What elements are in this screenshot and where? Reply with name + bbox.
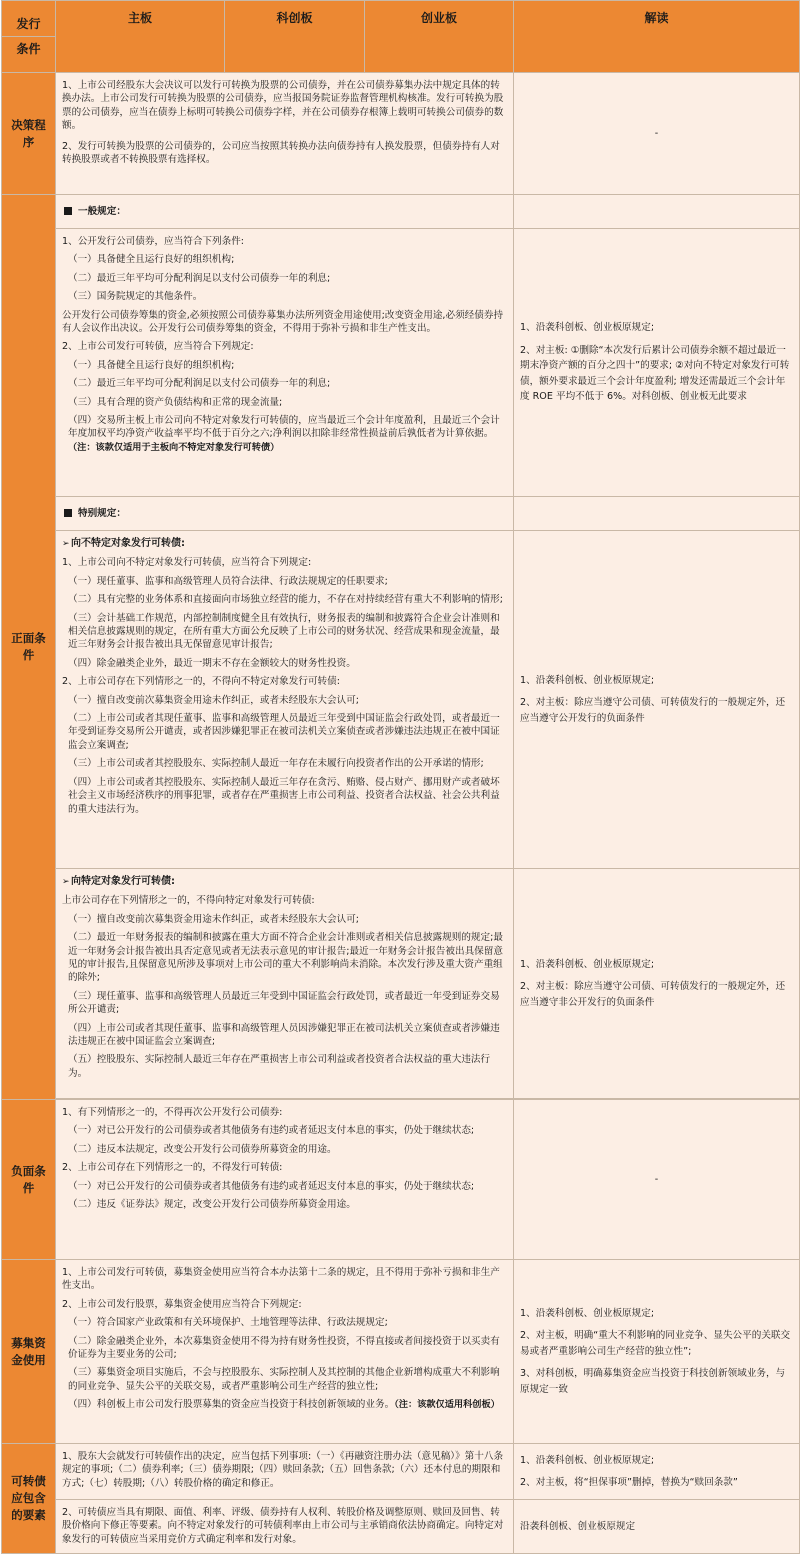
negative-item: 1、有下列情形之一的，不得再次公开发行公司债券: (62, 1107, 283, 1118)
funds-interp-item: 2、对主板，明确“重大不利影响的同业竞争、显失公平的关联交易或者严重影响公司生产经营的独立性”; (520, 1330, 791, 1357)
funds-last-text: （四）科创板上市公司发行股票募集的资金应当投资于科技创新领域的业务。 (68, 1399, 395, 1411)
category-decision: 决策程序 (2, 73, 56, 195)
general-item: 公开发行公司债券筹集的资金,必须按照公司债券募集办法所列资金用途使用;改变资金用途,必须经债券持有人会议作出决议。公开发行公司债券筹集的资金，不得用于弥补亏损和非生产性支出。 (62, 309, 504, 335)
unspecified-item: 1、上市公司向不特定对象发行可转债，应当符合下列规定: (62, 557, 312, 569)
unspecified-item: （四）上市公司或者其控股股东、实际控制人最近三年存在贪污、贿赂、侵占财产、挪用财产或者破坏社会主义市场经济秩序的刑事犯罪，或者存在严重损害上市公司利益、投资者合法权益、社会公共利益的重大违法行为。 (68, 776, 500, 815)
specified-item: （一）擅自改变前次募集资金用途未作纠正，或者未经股东大会认可; (68, 913, 360, 925)
unspecified-item: （三）上市公司或者其控股股东、实际控制人最近一年存在未履行向投资者作出的公开承诺的情形; (68, 758, 484, 770)
unspecified-interp-item: 1、沿袭科创板、创业板原规定; (520, 674, 655, 686)
header-condition-top: 发行 (16, 17, 41, 31)
decision-text (56, 73, 514, 195)
unspecified-item: （三）会计基础工作规范，内部控制制度健全且有效执行，财务报表的编制和披露符合企业会计准则和相关信息披露规则的规定，在所有重大方面公允反映了上市公司的财务状况、经营成果和现金流量，最近三年财务会计报告被出具无保留意见审计报告; (68, 612, 500, 651)
header-condition-bottom: 条件 (16, 42, 41, 56)
comparison-table (1, 0, 800, 1554)
funds-item: 1、上市公司发行可转债，募集资金使用应当符合本办法第十二条的规定，且不得用于弥补亏损和非生产性支出。 (62, 1267, 500, 1292)
unspecified-item: （一）现任董事、监事和高级管理人员符合法律、行政法规规定的任职要求; (68, 575, 388, 587)
arrow-bullet-icon: ➢ (62, 539, 70, 549)
funds-interp-item: 3、对科创板，明确募集资金应当投资于科技创新领域业务，与原规定一致 (520, 1368, 786, 1395)
general-title (56, 195, 514, 229)
category-negative: 负面条件 (2, 1100, 56, 1260)
row-specified (2, 869, 800, 1099)
row-unspecified (2, 531, 800, 869)
square-bullet-icon (64, 509, 72, 517)
row-convertible-2 (2, 1500, 800, 1554)
negative-item: （一）对已公开发行的公司债券或者其他债务有违约或者延迟支付本息的事实，仍处于继续状态; (68, 1180, 475, 1192)
specified-item: 上市公司存在下列情形之一的，不得向特定对象发行可转债: (62, 895, 315, 907)
convertible-p2-interp: 沿袭科创板、创业板原规定 (514, 1500, 800, 1554)
general-title-label: 一般规定： (78, 205, 126, 217)
negative-item: （一）对已公开发行的公司债券或者其他债务有违约或者延迟支付本息的事实，仍处于继续状态; (68, 1125, 475, 1137)
arrow-bullet-icon: ➢ (62, 877, 70, 887)
special-title (56, 497, 514, 531)
specified-text (56, 869, 514, 1099)
decision-interp: - (514, 73, 800, 195)
general-item: （三）具有合理的资产负债结构和正常的现金流量; (68, 396, 283, 408)
row-negative (2, 1100, 800, 1260)
row-special-title (2, 497, 800, 531)
unspecified-item: （一）擅自改变前次募集资金用途未作纠正，或者未经股东大会认可; (68, 694, 360, 706)
general-item: （二）最近三年平均可分配利润足以支付公司债券一年的利息; (68, 378, 331, 390)
header-condition (2, 1, 56, 73)
general-interp-item: 1、沿袭科创板、创业板原规定; (520, 322, 655, 334)
general-item: 2、上市公司发行可转债，应当符合下列规定: (62, 341, 254, 353)
negative-interp: - (514, 1100, 800, 1260)
specified-interp-item: 2、对主板：除应当遵守公司债、可转债发行的一般规定外，还应当遵守非公开发行的负面条件 (520, 981, 786, 1008)
general-text (56, 229, 514, 497)
specified-item: （四）上市公司或者其现任董事、监事和高级管理人员因涉嫌犯罪正在被司法机关立案侦查或者涉嫌违法违规正在被中国证监会立案调查; (68, 1022, 500, 1048)
specified-title-label: 向特定对象发行可转债: (71, 876, 175, 887)
unspecified-item: （二）具有完整的业务体系和直接面向市场独立经营的能力，不存在对持续经营有重大不利影响的情形; (68, 594, 503, 606)
row-funds (2, 1260, 800, 1444)
general-interp (514, 229, 800, 497)
funds-item: （三）募集资金项目实施后，不会与控股股东、实际控制人及其控制的其他企业新增构成重大不利影响的同业竞争、显失公平的关联交易，或者严重影响公司生产经营的独立性; (68, 1367, 500, 1392)
general-item-last (62, 414, 507, 454)
square-bullet-icon (64, 207, 72, 215)
row-convertible-1 (2, 1444, 800, 1500)
funds-item-last (62, 1398, 507, 1411)
unspecified-item: 2、上市公司存在下列情形之一的，不得向不特定对象发行可转债: (62, 676, 340, 688)
special-title-interp (514, 497, 800, 531)
general-interp-item: 2、对主板: ①删除“本次发行后累计公司债券余额不超过最近一期末净资产额的百分之四十”的要求; ②对向不特定对象发行可转债，额外要求最近三个会计年度盈利; 增发还需最近三个会计年度 ROE 平均不低于 6%。对科创板、创业板无此要求 (520, 344, 790, 403)
unspecified-interp-item: 2、对主板：除应当遵守公司债、可转债发行的一般规定外，还应当遵守公开发行的负面条件 (520, 697, 786, 724)
unspecified-title-label: 向不特定对象发行可转债: (71, 538, 185, 549)
general-item: （一）具备健全且运行良好的组织机构; (68, 359, 235, 371)
negative-item: 2、上市公司存在下列情形之一的，不得发行可转债: (62, 1162, 283, 1174)
general-item: （二）最近三年平均可分配利润足以支付公司债券一年的利息; (68, 272, 331, 284)
category-convertible: 可转债应包含的要素 (2, 1444, 56, 1554)
negative-item: （二）违反本法规定，改变公开发行公司债券所募资金的用途。 (68, 1143, 337, 1155)
category-funds: 募集资金使用 (2, 1260, 56, 1444)
general-item: 1、公开发行公司债券，应当符合下列条件: (62, 236, 245, 247)
funds-item: 2、上市公司发行股票，募集资金使用应当符合下列规定: (62, 1298, 302, 1310)
convertible-p2: 2、可转债应当具有期限、面值、利率、评级、债券持有人权利、转股价格及调整原则、赎回及回售、转股价格向下修正等要素。向不特定对象发行的可转债利率由上市公司与主承销商依法协商确定。向特定对象发行的可转债应当采用竞价方式确定利率和发行对象。 (56, 1500, 514, 1554)
unspecified-item: （四）除金融类企业外，最近一期末不存在金额较大的财务性投资。 (68, 657, 356, 669)
funds-text (56, 1260, 514, 1444)
specified-interp-item: 1、沿袭科创板、创业板原规定; (520, 958, 655, 970)
funds-interp-item: 1、沿袭科创板、创业板原规定; (520, 1307, 655, 1319)
negative-text (56, 1100, 514, 1260)
funds-item: （二）除金融类企业外，本次募集资金使用不得为持有财务性投资，不得直接或者间接投资于以买卖有价证券为主要业务的公司; (68, 1335, 500, 1361)
specified-item: （二）最近一年财务报表的编制和披露在重大方面不符合企业会计准则或者相关信息披露规则的规定;最近一年财务会计报告被出具否定意见或者无法表示意见的审计报告;最近一年财务会计报告被出具保留意见的审计报告,且保留意见所涉及事项对上市公司的重大不利影响尚未消除。本次发行涉及重大资产重组的除外; (68, 932, 503, 984)
general-last-text: （四）交易所主板上市公司向不特定对象发行可转债的，应当最近三个会计年度盈利，且最近三个会计年度加权平均净资产收益率平均不低于百分之六;净利润以扣除非经常性损益前后孰低者为计算依据。 (68, 415, 500, 440)
convertible-interp-item: 1、沿袭科创板、创业板原规定; (520, 1454, 655, 1466)
header-row (2, 1, 800, 73)
header-interpretation: 解读 (514, 1, 800, 73)
general-last-note: （注：该款仅适用于主板向不特定对象发行可转债） (68, 441, 280, 453)
header-main-board: 主板 (56, 1, 225, 73)
row-decision (2, 73, 800, 195)
general-item: （三）国务院规定的其他条件。 (68, 291, 203, 303)
decision-p2: 2、发行可转换为股票的公司债券的，公司应当按照其转换办法向债券持有人换发股票，但债券持有人对转换股票或者不转换股票有选择权。 (62, 140, 500, 166)
unspecified-item: （二）上市公司或者其现任董事、监事和高级管理人员最近三年受到中国证监会行政处罚，或者最近一年受到证券交易所公开谴责，或者因涉嫌犯罪正在被司法机关立案侦查或者涉嫌违法违规正在被中国证监会立案调查; (68, 713, 500, 751)
negative-item: （二）违反《证券法》规定，改变公开发行公司债券所募资金用途。 (68, 1199, 356, 1211)
specified-title (62, 875, 507, 889)
header-chinext: 创业板 (365, 1, 514, 73)
decision-p1: 1、上市公司经股东大会决议可以发行可转换为股票的公司债券，并在公司债券募集办法中规定具体的转换办法。上市公司发行可转换为股票的公司债券，应当报国务院证券监督管理机构核准。发行可转换为股票的公司债券，应当在债券上标明可转换公司债券字样，并在公司债券存根簿上载明可转换公司债券的数额。 (62, 80, 504, 132)
row-general-title (2, 195, 800, 229)
funds-item: （一）符合国家产业政策和有关环境保护、土地管理等法律、行政法规规定; (68, 1317, 388, 1329)
convertible-interp-item: 2、对主板，将“担保事项”删掉，替换为“赎回条款” (520, 1477, 738, 1488)
category-positive: 正面条件 (2, 195, 56, 1100)
unspecified-interp (514, 531, 800, 869)
funds-interp (514, 1260, 800, 1444)
convertible-p1: 1、股东大会就发行可转债作出的决定，应当包括下列事项:（一）《再融资注册办法（意见稿）》第十八条规定的事项;（二）债券利率;（三）债券期限;（四）赎回条款;（五）回售条款;（六）还本付息的期限和方式;（七）转股期;（八）转股价格的确定和修正。 (56, 1444, 514, 1500)
specified-item: （五）控股股东、实际控制人最近三年存在严重损害上市公司利益或者投资者合法权益的重大违法行为。 (68, 1054, 491, 1079)
header-star-market: 科创板 (225, 1, 365, 73)
unspecified-title (62, 537, 507, 551)
funds-last-note: （注：该款仅适用科创板） (394, 1399, 500, 1411)
specified-interp (514, 869, 800, 1099)
special-title-label: 特别规定： (78, 507, 126, 519)
row-general (2, 229, 800, 497)
general-title-interp (514, 195, 800, 229)
unspecified-text (56, 531, 514, 869)
specified-item: （三）现任董事、监事和高级管理人员最近三年受到中国证监会行政处罚，或者最近一年受到证券交易所公开谴责; (68, 990, 500, 1016)
general-item: （一）具备健全且运行良好的组织机构; (68, 254, 235, 266)
convertible-p1-interp (514, 1444, 800, 1500)
